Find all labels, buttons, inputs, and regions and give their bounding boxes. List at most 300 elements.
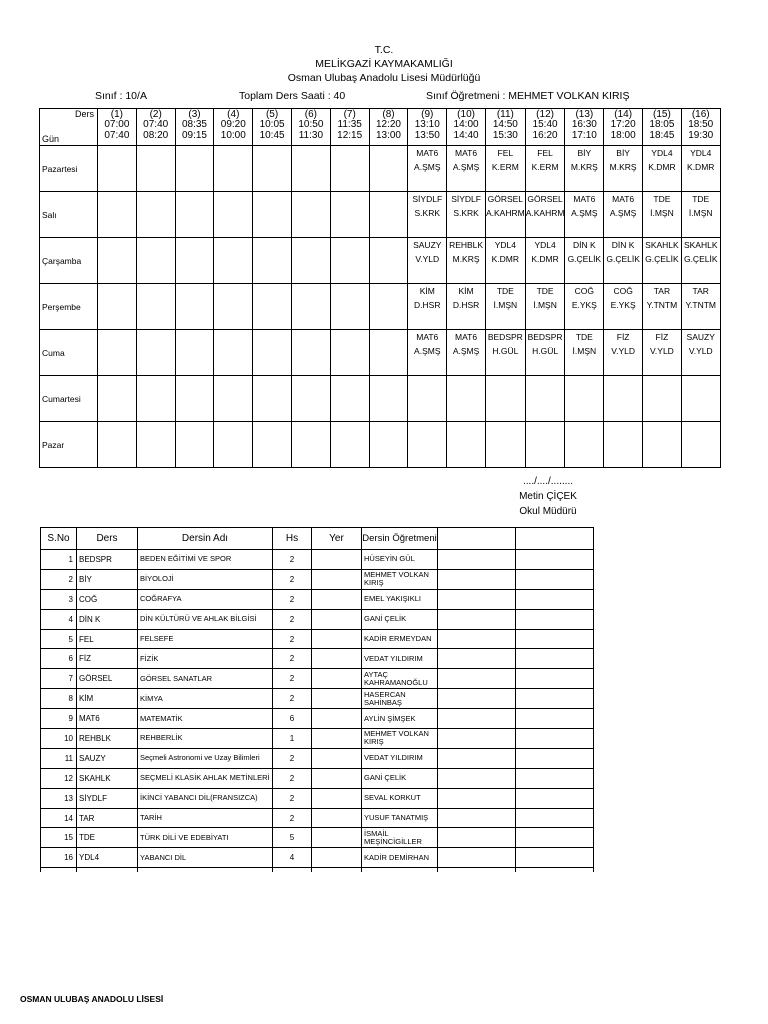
course-table-tail (41, 868, 594, 872)
course-no: 13 (41, 788, 77, 808)
class-teacher-label: Sınıf Öğretmeni : MEHMET VOLKAN KIRIŞ (426, 90, 630, 102)
schedule-cell (565, 146, 604, 192)
schedule-cell (330, 422, 369, 468)
cell-teacher-abbr: S.KRK (414, 208, 441, 218)
cell-teacher-abbr: K.ERM (491, 162, 519, 172)
course-extra-2 (516, 808, 594, 828)
course-hours: 6 (273, 709, 312, 729)
cell-course-code: SKAHLK (683, 240, 718, 250)
course-name: GÖRSEL SANATLAR (138, 669, 273, 689)
course-row (41, 689, 594, 709)
corner-gun-label: Gün (42, 134, 60, 144)
cell-course-code: YDL4 (494, 240, 516, 250)
schedule-cell (565, 192, 604, 238)
course-place (312, 689, 362, 709)
total-hours-label: Toplam Ders Saati : 40 (239, 90, 346, 102)
period-start-time: 16:30 (571, 119, 597, 130)
course-place (312, 709, 362, 729)
schedule-cell (291, 422, 330, 468)
schedule-cell (681, 192, 720, 238)
cell-course-code: SKAHLK (645, 240, 679, 250)
schedule-cell (330, 284, 369, 330)
schedule-cell (525, 422, 565, 468)
course-extra-1 (438, 709, 516, 729)
period-start-time: 11:35 (337, 119, 362, 130)
period-header (214, 109, 253, 146)
course-place (312, 768, 362, 788)
course-no: 14 (41, 808, 77, 828)
course-name: FELSEFE (138, 629, 273, 649)
cell-teacher-abbr: M.KRŞ (609, 162, 637, 172)
period-header (291, 109, 330, 146)
header-school: Osman Ulubaş Anadolu Lisesi Müdürlüğü (287, 72, 481, 84)
footer-school-name: OSMAN ULUBAŞ ANADOLU LİSESİ (20, 994, 164, 1004)
course-place (312, 848, 362, 868)
course-hours: 2 (273, 768, 312, 788)
schedule-cell (175, 376, 214, 422)
tail-cell (312, 868, 362, 872)
schedule-row (40, 330, 721, 376)
course-extra-2 (516, 828, 594, 848)
course-code: FEL (77, 629, 138, 649)
schedule-cell (98, 146, 137, 192)
schedule-cell (330, 376, 369, 422)
period-start-time: 08:35 (181, 119, 207, 130)
course-no: 7 (41, 669, 77, 689)
course-code: DİN K (77, 609, 138, 629)
course-row (41, 828, 594, 848)
schedule-cell (447, 238, 486, 284)
course-no: 5 (41, 629, 77, 649)
schedule-cell (253, 192, 292, 238)
schedule-cell (253, 284, 292, 330)
cell-course-code: FEL (537, 148, 553, 158)
cell-teacher-abbr: K.DMR (491, 254, 520, 264)
day-name: Pazar (40, 422, 98, 468)
schedule-cell (330, 238, 369, 284)
schedule-cell (175, 284, 214, 330)
course-code: SİYDLF (77, 788, 138, 808)
cell-teacher-abbr: A.ŞMŞ (452, 162, 480, 172)
schedule-cell (214, 422, 253, 468)
cell-teacher-abbr: V.YLD (688, 346, 713, 356)
period-header (253, 109, 292, 146)
period-start-time: 10:05 (259, 119, 285, 130)
schedule-cell (565, 376, 604, 422)
schedule-row (40, 192, 721, 238)
cell-course-code: FEL (497, 148, 514, 158)
course-place (312, 669, 362, 689)
col-header-no: S.No (41, 528, 77, 550)
course-hours: 2 (273, 609, 312, 629)
course-no: 3 (41, 589, 77, 609)
period-end-time: 11:30 (298, 129, 324, 141)
period-header (643, 109, 682, 146)
period-start-time: 15:40 (532, 119, 558, 130)
schedule-cell (643, 284, 682, 330)
day-name: Çarşamba (40, 238, 98, 284)
schedule-cell (681, 422, 720, 468)
tail-cell (138, 868, 273, 872)
schedule-cell (369, 422, 408, 468)
schedule-cell (447, 330, 486, 376)
schedule-cell (565, 422, 604, 468)
schedule-cell (643, 146, 682, 192)
cell-course-code: SİYDLF (412, 194, 443, 204)
cell-course-code: MAT6 (455, 148, 478, 158)
period-start-time: 14:50 (492, 119, 518, 130)
period-number: (16) (691, 109, 710, 120)
course-extra-1 (438, 808, 516, 828)
course-hours: 2 (273, 808, 312, 828)
cell-course-code: COĞ (574, 286, 595, 296)
schedule-cell (604, 238, 643, 284)
cell-teacher-abbr: V.YLD (415, 254, 440, 264)
cell-teacher-abbr: A.ŞMŞ (452, 346, 480, 356)
schedule-cell (291, 238, 330, 284)
period-end-time: 08:20 (143, 129, 169, 141)
col-header-hours: Hs (273, 528, 312, 550)
course-name: BİYOLOJİ (138, 569, 273, 589)
schedule-cell (214, 238, 253, 284)
schedule-cell (485, 330, 525, 376)
schedule-cell (525, 376, 565, 422)
schedule-cell (681, 284, 720, 330)
period-end-time: 10:00 (220, 129, 246, 141)
period-number: (5) (265, 109, 279, 120)
course-extra-1 (438, 768, 516, 788)
course-name: TÜRK DİLİ VE EDEBİYATI (138, 828, 273, 848)
period-start-time: 10:50 (298, 119, 324, 130)
cell-course-code: TDE (536, 286, 554, 296)
period-end-time: 12:15 (337, 129, 363, 141)
schedule-cell (447, 376, 486, 422)
course-name: YABANCI DİL (138, 848, 273, 868)
cell-teacher-abbr: İ.MŞN (572, 346, 597, 356)
course-place (312, 589, 362, 609)
period-start-time: 18:50 (688, 119, 714, 130)
day-name: Salı (40, 192, 98, 238)
schedule-cell (369, 146, 408, 192)
period-header (525, 109, 565, 146)
period-end-time: 18:00 (610, 129, 636, 141)
course-code: SKAHLK (77, 768, 138, 788)
period-end-time: 16:20 (532, 129, 558, 141)
course-row (41, 609, 594, 629)
cell-teacher-abbr: Y.TNTM (646, 300, 678, 310)
schedule-cell (214, 376, 253, 422)
cell-teacher-abbr: M.KRŞ (452, 254, 480, 264)
course-teacher: SEVAL KORKUT (362, 788, 438, 808)
course-teacher: HÜSEYİN GÜL (362, 550, 438, 570)
schedule-cell (175, 330, 214, 376)
schedule-cell (136, 376, 175, 422)
schedule-row (40, 376, 721, 422)
cell-course-code: KİM (458, 286, 474, 296)
course-name: İKİNCİ YABANCI DİL(FRANSIZCA) (138, 788, 273, 808)
cell-teacher-abbr: A.ŞMŞ (609, 208, 637, 218)
schedule-cell (291, 330, 330, 376)
cell-teacher-abbr: A.ŞMŞ (414, 346, 441, 356)
cell-teacher-abbr: E.YKŞ (571, 300, 597, 310)
period-end-time: 18:45 (649, 129, 675, 141)
schedule-cell (136, 422, 175, 468)
course-code: SAUZY (77, 748, 138, 768)
course-hours: 2 (273, 589, 312, 609)
course-no: 15 (41, 828, 77, 848)
course-row (41, 808, 594, 828)
tail-cell (41, 868, 77, 872)
period-end-time: 13:50 (414, 129, 440, 141)
schedule-cell (565, 238, 604, 284)
schedule-cell (369, 330, 408, 376)
course-no: 11 (41, 748, 77, 768)
schedule-cell (485, 376, 525, 422)
schedule-cell (681, 238, 720, 284)
cell-course-code: SAUZY (413, 240, 442, 250)
course-row (41, 788, 594, 808)
period-header (408, 109, 447, 146)
course-name: REHBERLİK (138, 729, 273, 749)
cell-course-code: MAT6 (416, 332, 439, 342)
course-name: TARİH (138, 808, 273, 828)
course-place (312, 609, 362, 629)
schedule-cell (604, 422, 643, 468)
course-teacher: MEHMET VOLKAN KIRIŞ (362, 729, 438, 749)
course-teacher: KADİR ERMEYDAN (362, 629, 438, 649)
course-teacher: AYLİN ŞİMŞEK (362, 709, 438, 729)
cell-course-code: FİZ (616, 332, 630, 342)
course-hours: 2 (273, 649, 312, 669)
day-name: Cumartesi (40, 376, 98, 422)
course-extra-2 (516, 649, 594, 669)
course-name: DİN KÜLTÜRÜ VE AHLAK BİLGİSİ (138, 609, 273, 629)
period-number: (10) (457, 109, 475, 120)
cell-course-code: BİY (577, 148, 592, 158)
schedule-cell (136, 192, 175, 238)
course-row (41, 848, 594, 868)
schedule-cell (98, 284, 137, 330)
schedule-cell (408, 146, 447, 192)
cell-teacher-abbr: K.DMR (687, 162, 715, 172)
schedule-cell (291, 192, 330, 238)
schedule-cell (604, 192, 643, 238)
tail-cell (273, 868, 312, 872)
course-extra-2 (516, 689, 594, 709)
schedule-cell (408, 192, 447, 238)
course-extra-1 (438, 669, 516, 689)
course-code: FİZ (77, 649, 138, 669)
cell-course-code: BİY (616, 148, 630, 158)
schedule-cell (565, 284, 604, 330)
period-start-time: 07:00 (104, 119, 130, 130)
cell-teacher-abbr: H.GÜL (492, 346, 519, 356)
course-row (41, 589, 594, 609)
schedule-cell (175, 238, 214, 284)
schedule-cell (253, 330, 292, 376)
period-start-time: 13:10 (414, 119, 440, 130)
cell-teacher-abbr: M.KRŞ (570, 162, 598, 172)
schedule-cell (98, 192, 137, 238)
schedule-cell (408, 422, 447, 468)
cell-course-code: SAUZY (686, 332, 715, 342)
course-no: 8 (41, 689, 77, 709)
course-hours: 2 (273, 550, 312, 570)
course-hours: 2 (273, 689, 312, 709)
course-name: FİZİK (138, 649, 273, 669)
course-extra-1 (438, 609, 516, 629)
cell-course-code: SİYDLF (451, 194, 481, 204)
course-no: 4 (41, 609, 77, 629)
cell-teacher-abbr: H.GÜL (532, 346, 559, 356)
cell-course-code: REHBLK (449, 240, 484, 250)
course-code: REHBLK (77, 729, 138, 749)
course-row (41, 629, 594, 649)
schedule-row (40, 146, 721, 192)
col-header-extra-2 (516, 528, 594, 550)
schedule-cell (253, 238, 292, 284)
cell-teacher-abbr: Y.TNTM (685, 300, 716, 310)
period-number: (4) (227, 109, 240, 120)
course-extra-1 (438, 729, 516, 749)
cell-teacher-abbr: İ.MŞN (533, 300, 557, 310)
period-header (447, 109, 486, 146)
period-number: (7) (343, 109, 356, 120)
period-end-time: 10:45 (259, 129, 285, 141)
course-hours: 5 (273, 828, 312, 848)
course-place (312, 729, 362, 749)
course-extra-1 (438, 828, 516, 848)
tail-cell (438, 868, 516, 872)
schedule-cell (175, 422, 214, 468)
schedule-cell (408, 238, 447, 284)
cell-teacher-abbr: İ.MŞN (650, 208, 674, 218)
course-no: 2 (41, 569, 77, 589)
cell-teacher-abbr: V.YLD (650, 346, 674, 356)
schedule-cell (485, 192, 525, 238)
tail-cell (516, 868, 594, 872)
course-extra-2 (516, 768, 594, 788)
course-extra-2 (516, 629, 594, 649)
course-extra-2 (516, 729, 594, 749)
course-teacher: İSMAİL MEŞİNCİGİLLER (362, 828, 438, 848)
schedule-cell (643, 330, 682, 376)
period-start-time: 12:20 (375, 119, 401, 130)
schedule-cell (525, 284, 565, 330)
schedule-cell (485, 284, 525, 330)
class-label: Sınıf : 10/A (95, 90, 147, 102)
course-hours: 2 (273, 629, 312, 649)
schedule-cell (447, 146, 486, 192)
course-place (312, 808, 362, 828)
course-extra-1 (438, 589, 516, 609)
course-no: 10 (41, 729, 77, 749)
period-end-time: 19:30 (688, 129, 714, 141)
period-number: (1) (110, 109, 124, 120)
course-code: TAR (77, 808, 138, 828)
course-hours: 4 (273, 848, 312, 868)
course-extra-2 (516, 609, 594, 629)
cell-teacher-abbr: G.ÇELİK (645, 254, 679, 264)
schedule-row (40, 238, 721, 284)
cell-course-code: GÖRSEL (527, 194, 563, 204)
schedule-cell (447, 192, 486, 238)
schedule-cell (485, 238, 525, 284)
schedule-cell (408, 284, 447, 330)
schedule-cell (98, 376, 137, 422)
tail-cell (362, 868, 438, 872)
course-code: COĞ (77, 589, 138, 609)
period-number: (8) (382, 109, 395, 120)
schedule-cell (525, 146, 565, 192)
cell-teacher-abbr: S.KRK (453, 208, 479, 218)
cell-teacher-abbr: V.YLD (611, 346, 636, 356)
schedule-cell (214, 330, 253, 376)
schedule-cell (136, 238, 175, 284)
course-extra-1 (438, 848, 516, 868)
cell-course-code: YDL4 (534, 240, 556, 250)
cell-course-code: TDE (575, 332, 593, 342)
period-start-time: 07:40 (143, 119, 169, 130)
course-extra-1 (438, 788, 516, 808)
header-district: MELİKGAZİ KAYMAKAMLIĞI (315, 58, 453, 70)
course-code: TDE (77, 828, 138, 848)
schedule-cell (643, 422, 682, 468)
period-number: (2) (149, 109, 162, 120)
course-code: MAT6 (77, 709, 138, 729)
course-extra-1 (438, 748, 516, 768)
course-no: 9 (41, 709, 77, 729)
cell-course-code: BEDSPR (487, 332, 523, 342)
course-teacher: KADİR DEMİRHAN (362, 848, 438, 868)
period-end-time: 07:40 (104, 129, 130, 141)
period-header (604, 109, 643, 146)
period-end-time: 17:10 (571, 129, 597, 141)
cell-teacher-abbr: A.ŞMŞ (414, 162, 441, 172)
course-teacher: VEDAT YILDIRIM (362, 649, 438, 669)
schedule-cell (681, 376, 720, 422)
course-name: BEDEN EĞİTİMİ VE SPOR (138, 550, 273, 570)
schedule-cell (253, 422, 292, 468)
schedule-cell (485, 422, 525, 468)
period-header (485, 109, 525, 146)
course-teacher: GANİ ÇELİK (362, 768, 438, 788)
course-code: BEDSPR (77, 550, 138, 570)
cell-teacher-abbr: D.HSR (414, 300, 441, 310)
schedule-cell (214, 146, 253, 192)
course-extra-2 (516, 788, 594, 808)
period-header (98, 109, 137, 146)
course-place (312, 629, 362, 649)
cell-teacher-abbr: E.YKŞ (610, 300, 636, 310)
course-extra-1 (438, 629, 516, 649)
cell-course-code: COĞ (613, 286, 633, 296)
cell-course-code: MAT6 (416, 148, 439, 158)
course-list-table (40, 527, 594, 872)
schedule-cell (291, 146, 330, 192)
cell-course-code: TDE (496, 286, 514, 296)
schedule-cell (604, 376, 643, 422)
cell-teacher-abbr: A.KAHRM (525, 208, 565, 218)
course-extra-2 (516, 589, 594, 609)
cell-course-code: YDL4 (690, 148, 712, 158)
course-place (312, 550, 362, 570)
schedule-cell (485, 146, 525, 192)
course-hours: 2 (273, 748, 312, 768)
course-place (312, 649, 362, 669)
cell-course-code: TAR (692, 286, 709, 296)
course-extra-2 (516, 550, 594, 570)
